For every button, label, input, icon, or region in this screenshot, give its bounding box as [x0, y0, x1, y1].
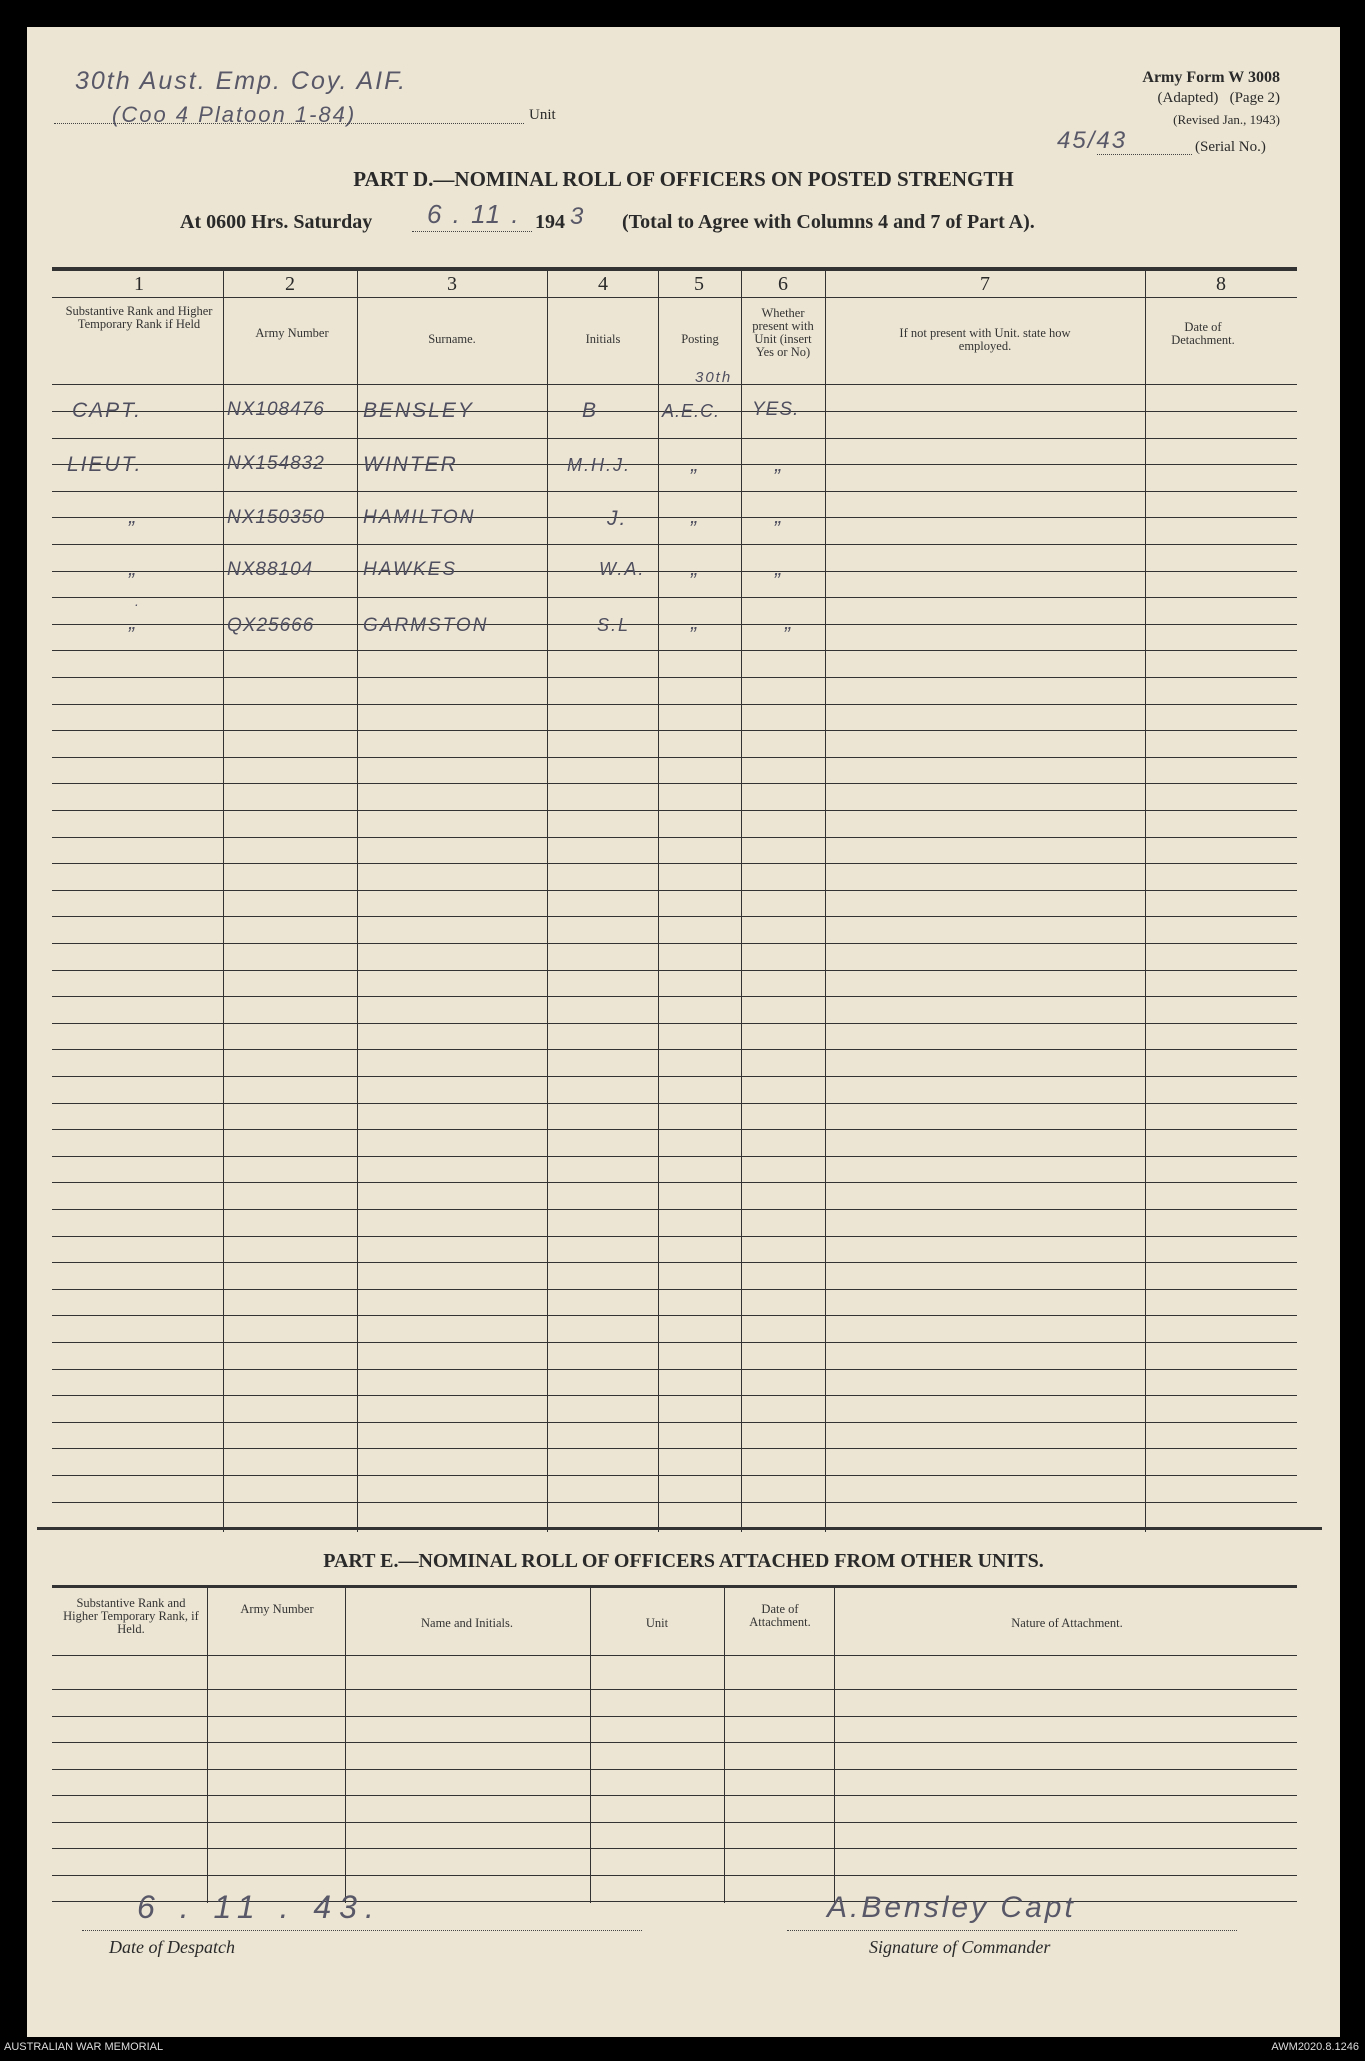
row5-initials: S.L: [597, 615, 631, 635]
row2-surname: WINTER: [363, 453, 458, 476]
e-col-divider-4: [724, 1587, 725, 1903]
ruled-line: [52, 890, 1297, 891]
col-number-4: 4: [598, 273, 608, 295]
row2-posting: „: [691, 453, 700, 476]
ruled-line: [52, 1236, 1297, 1237]
ruled-line: [52, 1502, 1297, 1503]
ruled-line: [52, 1049, 1297, 1050]
unit-handwriting-line2: (Coo 4 Platoon 1-84): [112, 102, 357, 127]
col-header-posting: Posting: [681, 332, 719, 346]
footer-reference: AWM2020.8.1246: [1271, 2041, 1359, 2053]
part-d-colnum-rule: [52, 297, 1297, 298]
e-col-header-name-initials: Name and Initials.: [421, 1616, 513, 1630]
e-col-header-rank: Substantive Rank and Higher Temporary Rank, if Held.: [63, 1596, 199, 1636]
part-e-header-rule: [52, 1655, 1297, 1656]
row2-rank: LIEUT.: [67, 453, 143, 476]
ruled-line: [52, 1129, 1297, 1130]
e-col-divider-1: [207, 1587, 208, 1903]
col-header-rank: Substantive Rank and Higher Temporary Rank if Held: [65, 304, 213, 331]
row5-army-number: QX25666: [227, 615, 315, 636]
ruled-line: [52, 1848, 1297, 1849]
ruled-line: [52, 757, 1297, 758]
col-number-1: 1: [134, 273, 144, 295]
ruled-line: [52, 1822, 1297, 1823]
row4-present: „: [775, 557, 784, 580]
row5-surname: GARMSTON: [363, 615, 489, 636]
ruled-line: [52, 1742, 1297, 1743]
ruled-line: [52, 863, 1297, 864]
row1-posting: A.E.C.: [662, 401, 721, 421]
row2-present: „: [775, 453, 784, 476]
col-number-3: 3: [447, 273, 457, 295]
e-col-divider-5: [834, 1587, 835, 1903]
ruled-line: [52, 970, 1297, 971]
row1-army-number: NX108476: [227, 399, 325, 420]
e-col-header-attachment-date: Date of Attachment.: [749, 1602, 811, 1629]
serial-dotted-line: [1097, 154, 1192, 155]
row5-dot-mark: .: [135, 593, 141, 609]
col-number-6: 6: [778, 273, 788, 295]
col-header-employment: If not present with Unit. state how employed.: [899, 326, 1071, 353]
part-e-top-rule: [52, 1585, 1297, 1588]
ruled-line: [52, 730, 1297, 731]
col-number-5: 5: [694, 273, 704, 295]
form-reference: [1142, 67, 1280, 130]
e-col-header-nature: Nature of Attachment.: [1011, 1616, 1123, 1630]
col-number-8: 8: [1216, 273, 1226, 295]
part-d-header-rule: [52, 384, 1297, 385]
footer-archive-name: AUSTRALIAN WAR MEMORIAL: [4, 2041, 164, 2053]
ruled-line: [52, 1875, 1297, 1876]
ruled-line: [52, 1422, 1297, 1423]
ruled-line: [52, 597, 1297, 598]
row5-rank: „: [129, 611, 138, 634]
ruled-line: [52, 1716, 1297, 1717]
col-header-present: Whether present with Unit (insert Yes or No): [752, 306, 814, 359]
row1-rank: CAPT.: [72, 399, 142, 422]
part-d-top-rule: [52, 267, 1297, 271]
ruled-line: [52, 1369, 1297, 1370]
row2-army-number: NX154832: [227, 453, 325, 474]
row1-surname: BENSLEY: [363, 399, 474, 422]
e-col-divider-2: [345, 1587, 346, 1903]
ruled-line: [52, 916, 1297, 917]
ruled-line: [52, 704, 1297, 705]
row5-present: „: [785, 611, 794, 634]
e-col-header-army-number: Army Number: [240, 1602, 314, 1616]
row1-present: YES.: [752, 399, 800, 420]
row1-initials: B: [582, 399, 599, 422]
row3-initials: J.: [607, 507, 628, 530]
col-number-2: 2: [285, 273, 295, 295]
despatch-date-label: Date of Despatch: [109, 1937, 235, 1957]
row2-initials: M.H.J.: [567, 455, 631, 475]
ruled-line: [52, 438, 1297, 439]
form-revised: (Revised Jan., 1943): [1173, 112, 1280, 127]
col-header-initials: Initials: [585, 332, 621, 346]
ruled-line: [52, 996, 1297, 997]
ruled-line: [52, 837, 1297, 838]
total-note: (Total to Agree with Columns 4 and 7 of Part A).: [622, 211, 1035, 233]
ruled-line: [52, 1156, 1297, 1157]
ruled-line: [52, 1209, 1297, 1210]
ruled-line: [52, 650, 1297, 651]
despatch-date-handwriting: 6 . 11 . 43.: [137, 1889, 382, 1925]
form-adapted: (Adapted): [1157, 90, 1219, 106]
part-d-title: PART D.—NOMINAL ROLL OF OFFICERS ON POSTED STRENGTH: [353, 167, 1014, 191]
col-number-7: 7: [980, 273, 990, 295]
ruled-line: [52, 1448, 1297, 1449]
ruled-line: [52, 1103, 1297, 1104]
ruled-line: [52, 1475, 1297, 1476]
date-dotted-line: [412, 231, 532, 232]
ruled-line: [52, 1795, 1297, 1796]
year-prefix: 194: [535, 211, 565, 233]
signature-line: [787, 1930, 1237, 1931]
unit-label: Unit: [529, 107, 556, 123]
form-name: Army Form W 3008: [1142, 69, 1280, 86]
row4-initials: W.A.: [599, 559, 646, 579]
unit-dotted-line: [54, 123, 524, 124]
row3-surname: HAMILTON: [363, 507, 476, 528]
ruled-line: [52, 810, 1297, 811]
at-hours-label: At 0600 Hrs. Saturday: [180, 211, 373, 233]
col-header-detachment-date: Date of Detachment.: [1171, 320, 1235, 347]
serial-label: (Serial No.): [1195, 139, 1266, 155]
ruled-line: [52, 1262, 1297, 1263]
ruled-line: [52, 1342, 1297, 1343]
ruled-line: [52, 783, 1297, 784]
ruled-line: [52, 491, 1297, 492]
ruled-line: [52, 1395, 1297, 1396]
date-handwriting: 6 . 11 .: [427, 199, 521, 229]
ruled-line: [52, 1076, 1297, 1077]
row3-present: „: [775, 505, 784, 528]
ruled-line: [52, 1769, 1297, 1770]
col-header-army-number: Army Number: [255, 326, 329, 340]
commander-signature: A.Bensley Capt: [827, 1891, 1076, 1924]
unit-handwriting-line1: 30th Aust. Emp. Coy. AIF.: [75, 67, 408, 95]
row4-rank: „: [129, 557, 138, 580]
row3-rank: „: [129, 505, 138, 528]
ruled-line: [52, 544, 1297, 545]
row4-army-number: NX88104: [227, 559, 314, 580]
ruled-line: [52, 1689, 1297, 1690]
row3-posting: „: [691, 505, 700, 528]
e-col-divider-3: [590, 1587, 591, 1903]
serial-handwriting: 45/43: [1057, 127, 1128, 154]
row4-posting: „: [691, 557, 700, 580]
ruled-line: [52, 1289, 1297, 1290]
part-d-bottom-rule: [37, 1527, 1322, 1530]
ruled-line: [52, 677, 1297, 678]
despatch-date-line: [82, 1930, 642, 1931]
e-col-header-unit: Unit: [645, 1616, 669, 1630]
row5-posting: „: [691, 611, 700, 634]
form-adapted-page: [1142, 88, 1280, 109]
row4-surname: HAWKES: [363, 559, 458, 580]
col-header-surname: Surname.: [428, 332, 476, 346]
year-handwriting: 3: [570, 203, 586, 230]
ruled-line: [52, 1182, 1297, 1183]
row3-army-number: NX150350: [227, 507, 325, 528]
signature-label: Signature of Commander: [869, 1937, 1051, 1957]
form-page: (Page 2): [1229, 90, 1280, 106]
ruled-line: [52, 943, 1297, 944]
form-paper: [27, 27, 1340, 2037]
ruled-line: [52, 1315, 1297, 1316]
ruled-line: [52, 1023, 1297, 1024]
part-e-title: PART E.—NOMINAL ROLL OF OFFICERS ATTACHED FROM OTHER UNITS.: [323, 1550, 1044, 1572]
posting-note: 30th: [695, 369, 733, 386]
